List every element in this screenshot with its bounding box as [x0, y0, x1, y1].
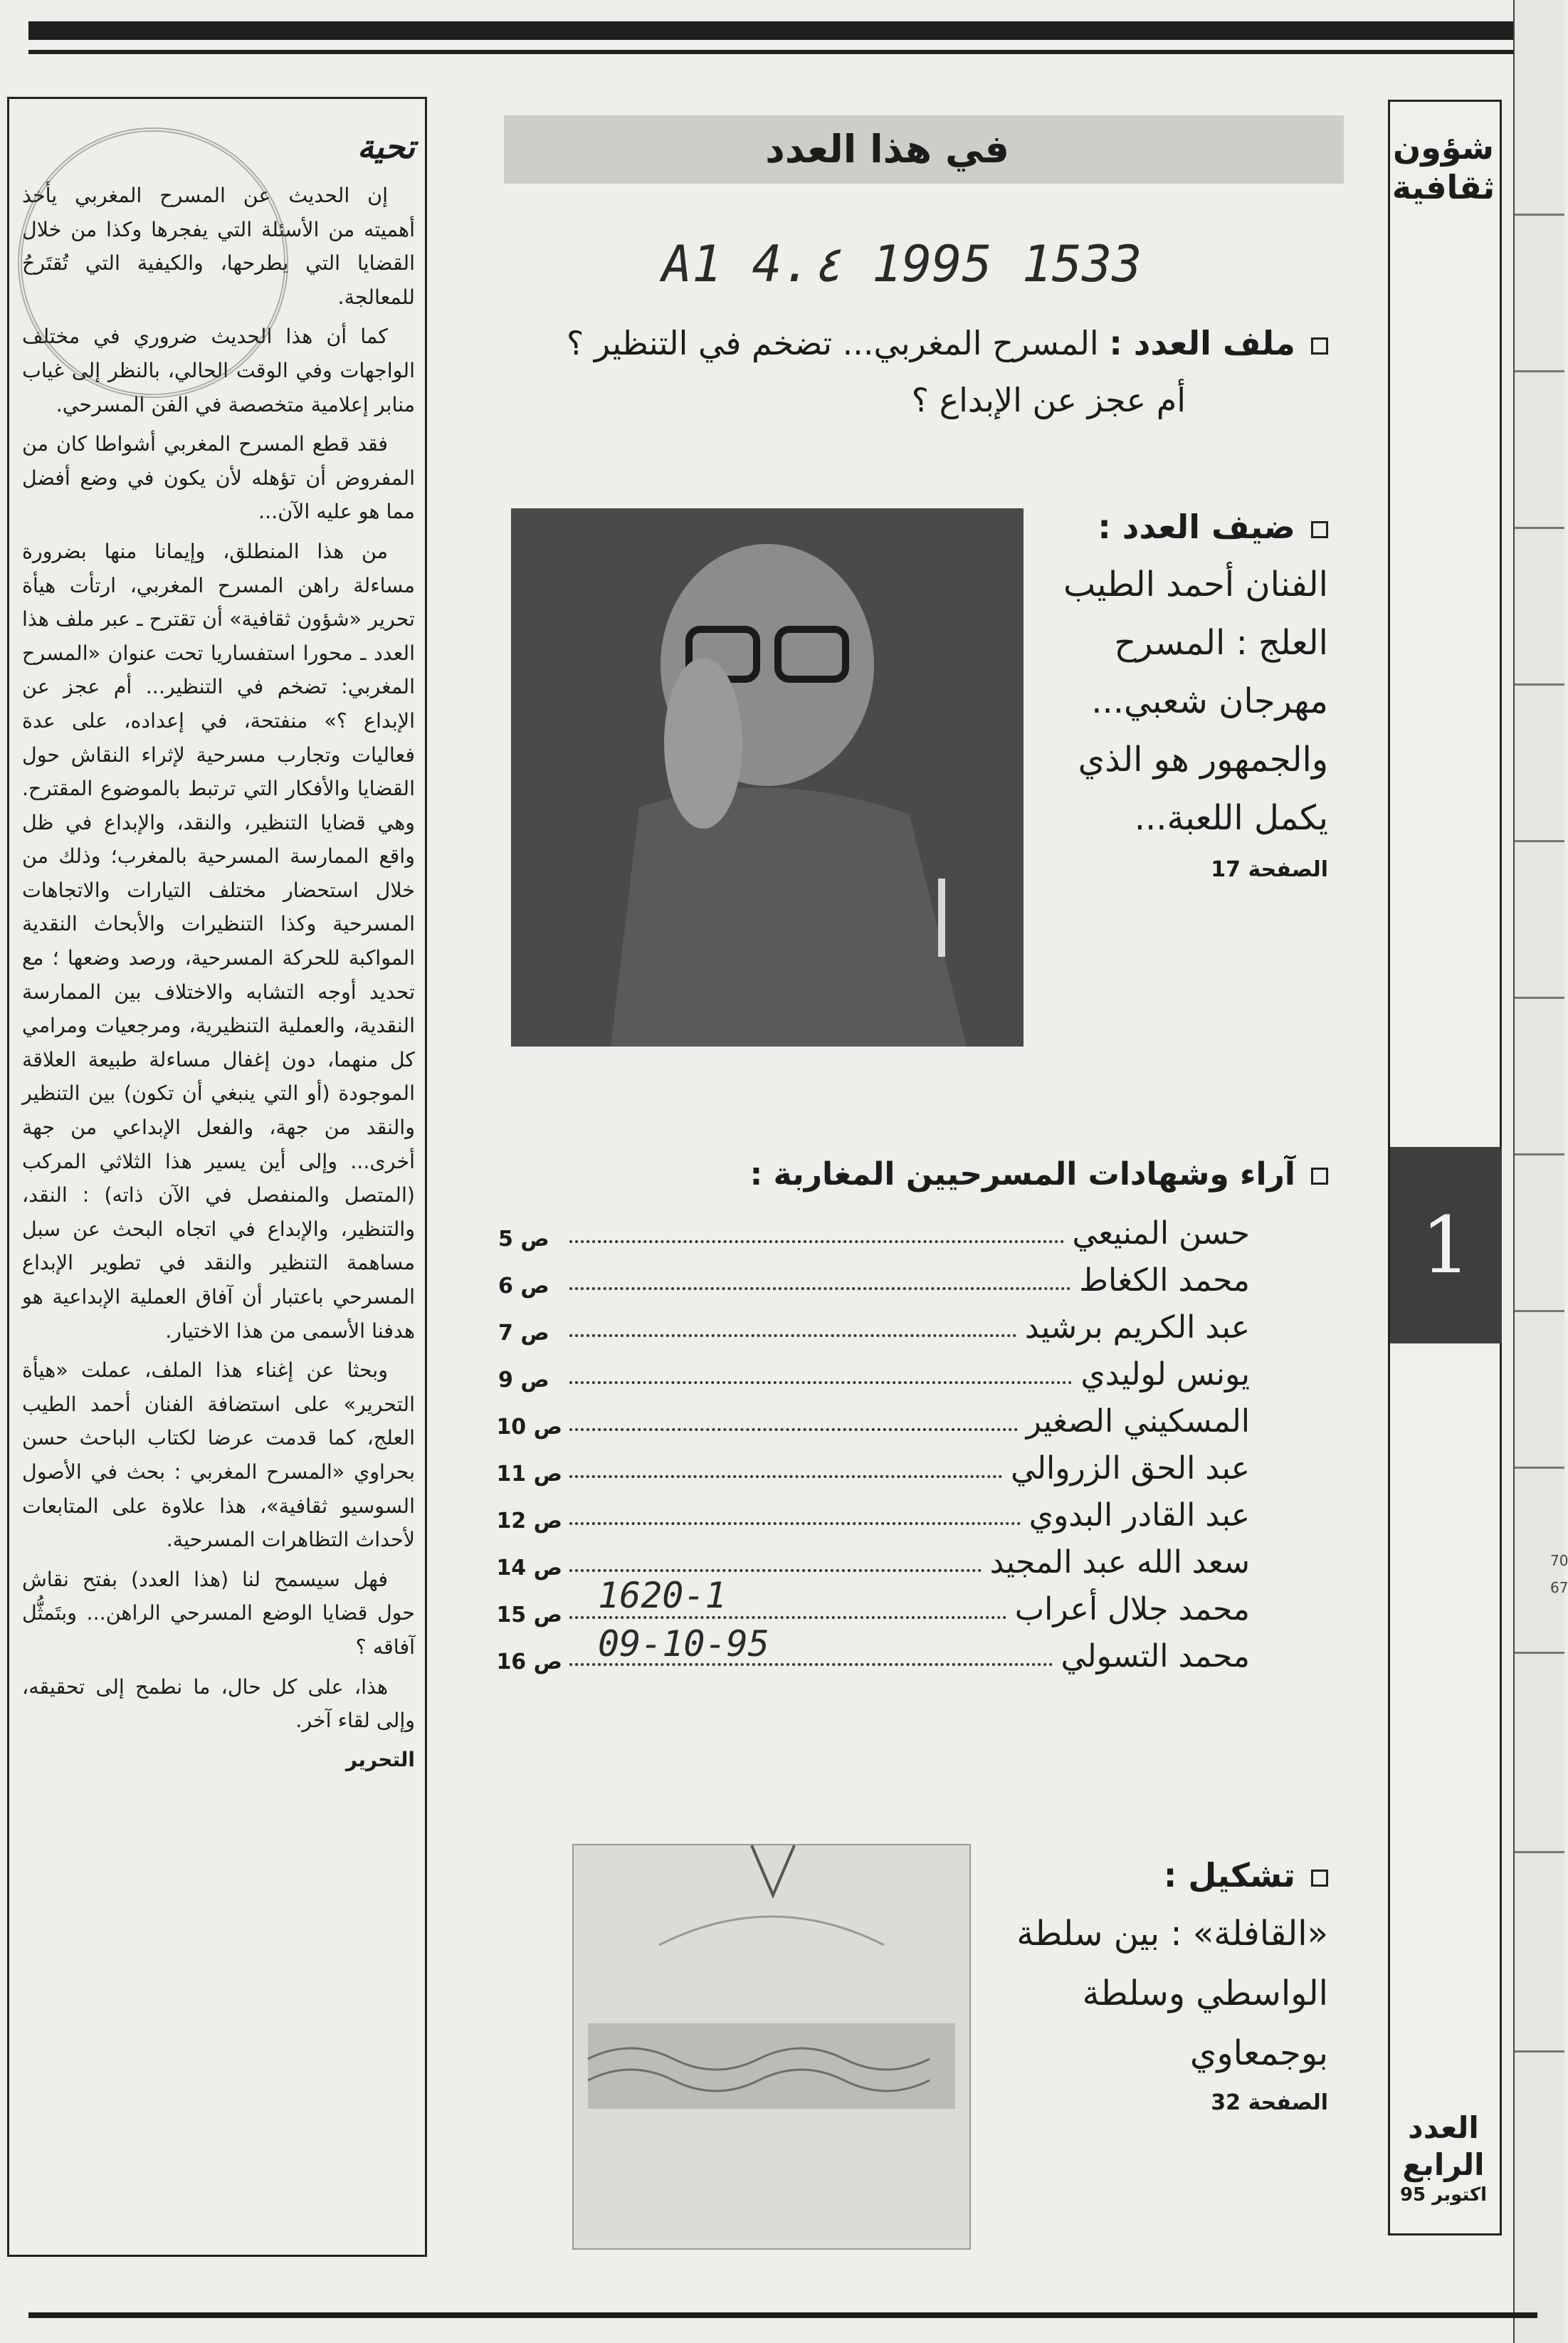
contributor-name: حسن المنيعي	[1072, 1215, 1250, 1252]
guest-line: يكمل اللعبة...	[1134, 798, 1328, 838]
leader-dots	[569, 1616, 1006, 1619]
guest-line: مهرجان شعبي...	[1091, 681, 1328, 721]
art-page-ref: الصفحة 32	[1211, 2090, 1328, 2115]
editorial-column	[7, 97, 427, 2257]
editorial-title: تحية	[357, 127, 415, 166]
contributor-page: ص 11	[496, 1462, 562, 1487]
leader-dots	[569, 1475, 1002, 1478]
opinions-label: آراء وشهادات المسرحيين المغاربة :	[749, 1156, 1295, 1193]
section-guest	[1063, 498, 1328, 882]
contributor-page: ص 16	[496, 1650, 562, 1674]
magazine-name-line: شؤون	[1393, 128, 1494, 167]
section-opinions	[750, 1146, 1328, 1203]
editorial-paragraph: فقد قطع المسرح المغربي أشواطا كان من المفروض أن تؤهله لأن يكون في وضع أفضل مما هو عليه الآن...	[22, 432, 415, 524]
list-item	[498, 1304, 1250, 1346]
section-art	[1016, 1847, 1328, 2115]
handwritten-note-1: 1620-1	[598, 1575, 727, 1616]
artwork-illustration	[574, 1845, 969, 2248]
contributor-page: ص 6	[498, 1274, 549, 1299]
guest-label: ضيف العدد :	[1098, 508, 1295, 546]
library-stamp	[18, 127, 288, 398]
contributor-name: محمد جلال أعراب	[1014, 1591, 1250, 1627]
issue-date: اكتوبر 95	[1399, 2184, 1488, 2206]
page-edge	[1513, 0, 1564, 2343]
contributor-name: يونس لوليدي	[1080, 1356, 1250, 1393]
artwork-image	[572, 1844, 971, 2250]
contributor-page: ص 7	[498, 1321, 549, 1346]
contributor-page: ص 14	[496, 1556, 562, 1581]
guest-line: العلج : المسرح	[1114, 623, 1328, 663]
contributor-name: عبد الحق الزروالي	[1010, 1450, 1250, 1487]
editorial-paragraph: إن الحديث عن المسرح المغربي يأخذ أهميته من الأسئلة التي يفجرها وكذا من خلال القضايا التي يطرحها، والكيفية التي تُقتَرحُ للمعالجة.	[22, 184, 415, 309]
issue-line: العدد	[1408, 2110, 1479, 2145]
dossier-text-1: المسرح المغربي... تضخم في التنظير ؟	[566, 324, 1099, 362]
contributor-name: المسكيني الصغير	[1026, 1403, 1250, 1440]
contributor-name: محمد الكغاط	[1079, 1262, 1250, 1299]
list-item	[498, 1398, 1250, 1440]
contributor-page: ص 5	[498, 1227, 549, 1252]
checkbox-icon	[1311, 1168, 1328, 1185]
guest-line: والجمهور هو الذي	[1078, 740, 1328, 780]
contributor-name: محمد التسولي	[1061, 1638, 1250, 1674]
leader-dots	[569, 1240, 1064, 1243]
editorial-body	[22, 179, 415, 1738]
page-number: 1	[1390, 1147, 1502, 1343]
edge-number: 67	[1550, 1579, 1568, 1596]
dossier-label: ملف العدد :	[1109, 324, 1295, 362]
art-line: الواسطي وسلطة	[1082, 1974, 1328, 2013]
checkbox-icon	[1311, 337, 1328, 355]
contributor-page: ص 12	[496, 1509, 562, 1534]
handwritten-note-top: A1 4.٤ 1995 1533	[662, 235, 1142, 293]
editorial-signature: التحرير	[345, 1747, 415, 1771]
list-item	[498, 1257, 1250, 1299]
edge-number: 70	[1550, 1552, 1568, 1569]
issue-line: الرابع	[1402, 2147, 1485, 2182]
editorial-paragraph: فهل سيسمح لنا (هذا العدد) بفتح نقاش حول قضايا الوضع المسرحي الراهن... وبتَمثُّل آفاقه ؟	[22, 1567, 415, 1659]
contents-header	[504, 115, 1344, 184]
leader-dots	[569, 1334, 1016, 1337]
section-dossier	[567, 315, 1328, 429]
guest-line: الفنان أحمد الطيب	[1063, 565, 1328, 604]
contributor-page: ص 15	[496, 1603, 562, 1627]
contents-title: في هذا العدد	[765, 127, 1009, 172]
contributor-page: ص 9	[498, 1368, 549, 1393]
editorial-paragraph: هذا، على كل حال، ما نطمح إلى تحقيقه، وإلى لقاء آخر.	[22, 1674, 415, 1733]
contributor-name: عبد القادر البدوي	[1028, 1497, 1250, 1534]
leader-dots	[569, 1569, 982, 1572]
editorial-paragraph: من هذا المنطلق، وإيمانا منها بضرورة مساءلة راهن المسرح المغربي، ارتأت هيأة تحرير «شؤون ثقافية» أن تقترح ـ عبر ملف هذا العدد ـ محورا استفساريا تحت عنوان «المسرح المغربي: تضخم في التنظير... أم عجز عن الإبداع ؟» منفتحة، في إعداده، على عدة فعاليات وتجارب مسرحية لإثراء النقاش حول القضايا والأفكار التي ترتبط بالموضوع المقترح. وهي قضايا التنظير، والنقد، والإبداع في ظل واقع الممارسة المسرحية بالمغرب؛ وذلك من خلال استحضار مختلف التيارات والاتجاهات المسرحية وكذا التنظيرات والأبحاث النقدية المواكبة للحركة المسرحية، ورصد وضعها ؛ مع تحديد أوجه التشابه والاختلاف بين الممارسة النقدية، والعملية التنظيرية، ومرجعيات ومرامي كل منهما، دون إغفال مساءلة طبيعة العلاقة الموجودة (أو التي ينبغي أن تكون) بين التنظير والنقد من جهة، والفعل الإبداعي من جهة أخرى... وإلى أين يسير هذا الثلاثي المركب (المتصل والمنفصل في الآن ذاته) : النقد، والتنظير، والإبداع في اتجاه البحث عن سبل مساهمة التنظير والنقد في تطوير الإبداع المسرحي باعتبار أن آفاق العملية الإبداعية هو هدفنا الأسمى من هذا الاختيار.	[22, 539, 415, 1343]
portrait-illustration	[511, 508, 1024, 1047]
contributor-name: سعد الله عبد المجيد	[989, 1544, 1250, 1581]
top-rule-thin	[28, 50, 1537, 54]
dossier-text-2: أم عجز عن الإبداع ؟	[911, 381, 1186, 419]
leader-dots	[569, 1287, 1070, 1290]
top-rule	[28, 21, 1537, 40]
issue-info	[1390, 2109, 1497, 2206]
list-item	[498, 1492, 1250, 1534]
magazine-name	[1390, 127, 1497, 207]
contributor-page: ص 10	[496, 1415, 562, 1440]
list-item	[498, 1210, 1250, 1252]
art-line: «القافلة» : بين سلطة	[1016, 1914, 1328, 1954]
leader-dots	[569, 1381, 1072, 1384]
bottom-rule	[28, 2312, 1537, 2318]
leader-dots	[569, 1522, 1021, 1525]
guest-page-ref: الصفحة 17	[1211, 857, 1328, 882]
magazine-name-line: ثقافية	[1391, 168, 1495, 206]
list-item	[498, 1351, 1250, 1393]
handwritten-note-2: 09-10-95	[598, 1623, 769, 1665]
list-item	[498, 1445, 1250, 1487]
right-rail	[1388, 100, 1502, 2235]
editorial-paragraph: وبحثا عن إغناء هذا الملف، عملت «هيأة التحرير» على استضافة الفنان أحمد الطيب العلج، كما قدمت عرضا لكتاب الباحث حسن بحراوي «المسرح المغربي : بحث في الأصول السوسيو ثقافية»، هذا علاوة على المتابعات لأحداث التظاهرات المسرحية.	[22, 1358, 415, 1552]
art-label: تشكيل :	[1163, 1856, 1295, 1894]
checkbox-icon	[1311, 521, 1328, 538]
leader-dots	[569, 1428, 1018, 1431]
art-line: بوجمعاوي	[1189, 2033, 1328, 2073]
checkbox-icon	[1311, 1870, 1328, 1887]
contributor-name: عبد الكريم برشيد	[1024, 1309, 1250, 1346]
editorial-paragraph: كما أن هذا الحديث ضروري في مختلف الواجهات وفي الوقت الحالي، بالنظر إلى غياب منابر إعلامية متخصصة في الفن المسرحي.	[22, 325, 415, 416]
guest-photo	[511, 508, 1024, 1047]
